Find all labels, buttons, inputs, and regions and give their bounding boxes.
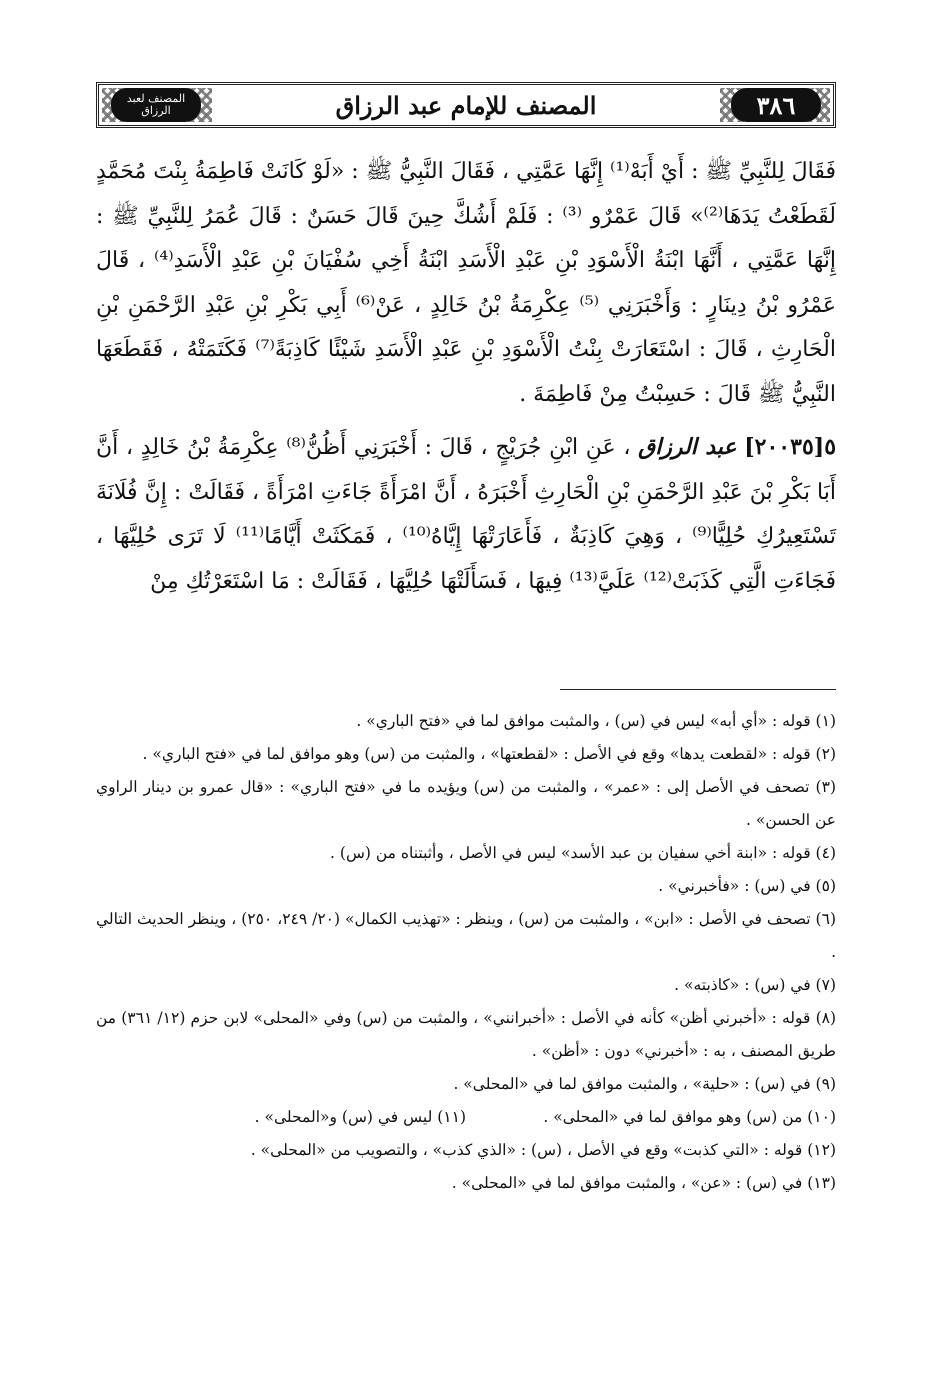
page-header: [96, 82, 836, 128]
footnote-divider: [560, 689, 836, 690]
book-badge: المصنف لعبد الرزاق: [111, 88, 201, 122]
footnote-12: (١٢) قوله : «التي كذبت» وقع في الأصل ، (س) : «الذي كذب» ، والتصويب من «المحلى» .: [250, 1141, 836, 1159]
footnote-1: (١) قوله : «أي أبه» ليس في (س) ، والمثبت موافق لما في «فتح الباري» .: [356, 712, 836, 730]
paragraph-2: [96, 425, 836, 604]
footnote-4: (٤) قوله : «ابنة أخي سفيان بن عبد الأسد» ليس في الأصل ، وأثبتناه من (س) .: [330, 844, 836, 862]
footnote-10: (١٠) من (س) وهو موافق لما في «المحلى» .: [543, 1108, 836, 1126]
footnote-9: (٩) في (س) : «حلية» ، والمثبت موافق لما في «المحلى» .: [453, 1075, 836, 1093]
footnote-3: (٣) تصحف في الأصل إلى : «عمر» ، والمثبت من (س) ويؤيده ما في «فتح الباري» : «قال عمرو بن دينار الراوي عن الحسن» .: [96, 778, 836, 829]
footnote-11: (١١) ليس في (س) و«المحلى» .: [254, 1108, 466, 1126]
footnote-2: (٢) قوله : «لقطعت يدها» وقع في الأصل : «لقطعتها» ، والمثبت من (س) وهو موافق لما في «فتح الباري» .: [142, 745, 836, 763]
page-number: ٣٨٦: [731, 88, 821, 122]
author-name: عبد الرزاق: [638, 434, 737, 460]
running-title: المصنف للإمام عبد الرزاق: [335, 90, 597, 120]
footnote-13: (١٣) في (س) : «عن» ، والمثبت موافق لما في «المحلى» .: [451, 1174, 836, 1192]
paragraph-2-text: ، عَنِ ابْنِ جُرَيْجٍ ، قَالَ : أَخْبَرَنِي أَظُنُّ⁽⁸⁾ عِكْرِمَةُ بْنُ خَالِدٍ ، أَنَّ أَبَا بَكْرِ بْنَ عَبْدِ الرَّحْمَنِ بْنِ الْحَارِثِ أَخْبَرَهُ ، أَنَّ امْرَأَةً جَاءَتِ امْرَأَةً ، فَقَالَتْ : إِنَّ فُلَانَةَ تَسْتَعِيرُكِ حُلِيًّا⁽⁹⁾ ، وَهِيَ كَاذِبَةٌ ، فَأَعَارَتْهَا إِيَّاهُ⁽¹⁰⁾ ، فَمَكَثَتْ أَيَّامًا⁽¹¹⁾ لَا تَرَى حُلِيَّهَا ، فَجَاءَتِ الَّتِي كَذَبَتْ⁽¹²⁾ عَلَيَّ⁽¹³⁾ فِيهَا ، فَسَأَلَتْهَا حُلِيَّهَا ، فَقَالَتْ : مَا اسْتَعَرْتُكِ مِنْ: [96, 435, 836, 594]
footnote-7: (٧) في (س) : «كاذبته» .: [674, 976, 836, 994]
footnote-8: (٨) قوله : «أخبرني أظن» كأنه في الأصل : «أخبرانني» ، والمثبت من (س) وفي «المحلى» لابن حزم (١٢/ ٣٦١) من طريق المصنف ، به : «أخبرني» دون : «أظن» .: [96, 1009, 837, 1060]
footnote-5: (٥) في (س) : «فأخبرني» .: [658, 877, 836, 895]
paragraph-1: فَقَالَ لِلنَّبِيِّ ﷺ : أَيْ أَبَهْ⁽¹⁾ إِنَّهَا عَمَّتِي ، فَقَالَ النَّبِيُّ ﷺ : «لَوْ كَانَتْ فَاطِمَةُ بِنْتَ مُحَمَّدٍ لَقَطَعْتُ يَدَهَا⁽²⁾» قَالَ عَمْرٌو ⁽³⁾ : فَلَمْ أَشُكَّ حِينَ قَالَ حَسَنٌ : قَالَ عُمَرُ لِلنَّبِيِّ ﷺ : إِنَّهَا عَمَّتِي ، أَنَّهَا ابْنَةُ الْأَسْوَدِ بْنِ عَبْدِ الْأَسَدِ ابْنَةُ أَخِي سُفْيَانَ بْنِ عَبْدِ الْأَسَدِ⁽⁴⁾ ، قَالَ عَمْرُو بْنُ دِينَارٍ : وَأَخْبَرَنِي ⁽⁵⁾ عِكْرِمَةُ بْنُ خَالِدٍ ، عَنْ⁽⁶⁾ أَبِي بَكْرِ بْنِ عَبْدِ الرَّحْمَنِ بْنِ الْحَارِثِ ، قَالَ : اسْتَعَارَتْ بِنْتُ الْأَسْوَدِ بْنِ عَبْدِ الْأَسَدِ شَيْئًا كَاذِبَةً⁽⁷⁾ فَكَتَمَتْهُ ، فَقَطَعَهَا النَّبِيُّ ﷺ قَالَ : حَسِبْتُ مِنْ فَاطِمَةَ .: [96, 159, 837, 407]
hadith-number: ٥[٢٠٠٣٥]: [744, 434, 837, 460]
footnote-6: (٦) تصحف في الأصل : «ابن» ، والمثبت من (س) ، وينظر : «تهذيب الكمال» (٢٠/ ٢٤٩، ٢٥٠) ، وينظر الحديث التالي .: [96, 910, 836, 961]
footnote-row-10-11: [96, 1101, 836, 1134]
footnotes: [96, 705, 836, 1200]
main-text: [96, 150, 836, 604]
